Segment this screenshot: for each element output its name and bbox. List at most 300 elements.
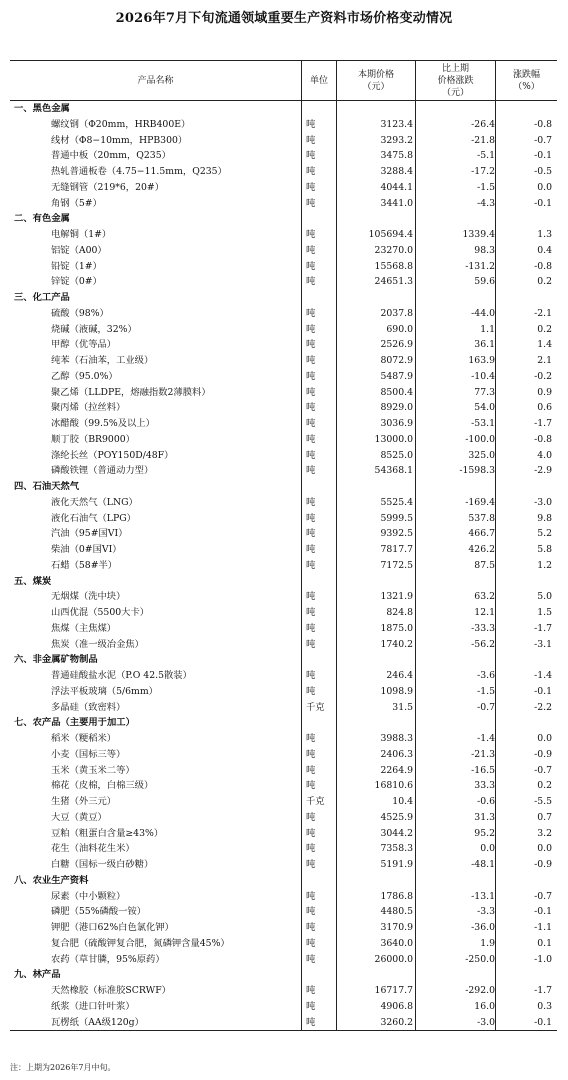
table-row [10, 133, 557, 149]
pct-cell: 0.0 [537, 733, 552, 744]
pct-cell: -0.7 [534, 890, 552, 902]
unit-cell: 吨 [306, 1016, 316, 1028]
product-name: 普通硅酸盐水泥（P.O 42.5散装） [51, 670, 192, 681]
category-name: 九、林产品 [14, 969, 61, 981]
unit-cell: 吨 [306, 528, 316, 540]
pct-cell: -2.2 [534, 701, 552, 713]
unit-cell: 吨 [306, 181, 316, 193]
change-cell: 95.2 [474, 827, 495, 839]
change-cell: 59.6 [474, 276, 495, 288]
change-cell: -0.7 [477, 701, 495, 713]
category-name: 六、非金属矿物制品 [14, 654, 98, 666]
header-pct: 涨跌幅 （%） [512, 69, 540, 92]
product-name: 瓦楞纸（AA级120g） [51, 1016, 144, 1028]
product-name: 无烟煤（洗中块） [51, 591, 126, 603]
table-row [10, 196, 557, 212]
change-cell: 0.0 [480, 843, 495, 855]
price-table [10, 60, 557, 1031]
unit-cell: 吨 [306, 512, 316, 524]
price-cell: 1321.9 [380, 591, 413, 603]
unit-cell: 吨 [306, 843, 316, 855]
category-row [10, 715, 557, 731]
pct-cell: -0.1 [534, 1016, 552, 1028]
unit-cell: 吨 [306, 591, 316, 603]
product-name: 汽油（95#国VI） [51, 528, 128, 540]
table-row [10, 558, 557, 574]
change-cell: -131.2 [465, 260, 495, 272]
unit-cell: 吨 [306, 150, 316, 162]
change-cell: 16.0 [474, 1000, 495, 1012]
category-name: 七、农产品（主要用于加工） [14, 717, 135, 729]
product-name: 普通中板（20mm，Q235） [51, 150, 171, 162]
price-cell: 8500.4 [380, 386, 413, 398]
unit-cell: 吨 [306, 685, 316, 697]
page-title: 2026年7月下旬流通领域重要生产资料市场价格变动情况 [115, 11, 453, 26]
table-row [10, 621, 557, 637]
price-cell: 3288.4 [380, 166, 413, 177]
product-name: 纸浆（进口针叶浆） [51, 1000, 135, 1012]
change-cell: 1.9 [480, 937, 495, 949]
product-name: 烧碱（液碱，32%） [51, 323, 137, 335]
category-row [10, 967, 557, 983]
unit-cell: 吨 [306, 449, 316, 461]
table-row [10, 684, 557, 700]
price-cell: 1786.8 [380, 890, 413, 902]
unit-cell: 吨 [306, 260, 316, 272]
product-name: 石蜡（58#半） [51, 559, 118, 571]
change-cell: 1339.4 [462, 229, 495, 240]
unit-cell: 吨 [306, 827, 316, 839]
unit-cell: 吨 [306, 166, 316, 177]
category-name: 四、石油天然气 [14, 481, 80, 492]
price-cell: 16810.6 [374, 780, 413, 792]
category-row [10, 101, 557, 117]
product-name: 铝锭（A00） [51, 244, 107, 256]
price-cell: 9392.5 [380, 528, 413, 540]
price-cell: 3123.4 [380, 118, 413, 130]
price-cell: 2037.8 [380, 307, 413, 319]
product-name: 豆粕（粗蛋白含量≥43%） [51, 827, 164, 839]
change-cell: -33.3 [471, 622, 495, 634]
table-row [10, 810, 557, 826]
change-cell: -3.3 [477, 906, 495, 918]
unit-cell: 吨 [306, 638, 316, 650]
change-cell: -13.1 [471, 890, 495, 902]
product-name: 稻米（粳稻米） [51, 733, 117, 744]
footnote: 注：上期为2026年7月中旬。 [10, 1063, 116, 1072]
unit-cell: 吨 [306, 339, 316, 351]
pct-cell: 5.2 [537, 528, 552, 540]
product-name: 钾肥（港口62%白色氯化钾） [51, 922, 174, 933]
unit-cell: 吨 [306, 559, 316, 571]
unit-cell: 吨 [306, 622, 316, 634]
change-cell: -44.0 [471, 307, 495, 319]
price-cell: 13000.0 [374, 433, 413, 445]
table-row [10, 353, 557, 369]
change-cell: 63.2 [474, 591, 495, 603]
change-cell: 98.3 [474, 244, 495, 256]
header-price: 本期价格 （元） [357, 69, 394, 92]
change-cell: 54.0 [474, 402, 495, 414]
table-row [10, 794, 557, 810]
change-cell: 31.3 [474, 811, 495, 823]
product-name: 螺纹钢（Φ20mm，HRB400E） [51, 118, 191, 130]
table-row [10, 841, 557, 857]
product-name: 多晶硅（致密料） [51, 701, 126, 713]
table-header [10, 61, 557, 101]
price-cell: 10.4 [392, 796, 413, 807]
table-row [10, 920, 557, 936]
price-cell: 3170.9 [380, 922, 413, 933]
product-name: 冰醋酸（99.5%及以上） [51, 418, 155, 429]
product-name: 聚乙烯（LLDPE，熔融指数2薄膜料） [51, 386, 211, 398]
pct-cell: -0.1 [534, 150, 552, 162]
header-unit: 单位 [309, 75, 328, 86]
table-row [10, 416, 557, 432]
pct-cell: -1.7 [534, 622, 552, 634]
pct-cell: 3.2 [537, 827, 552, 839]
pct-cell: -2.1 [534, 307, 552, 319]
price-cell: 3260.2 [380, 1016, 413, 1028]
unit-cell: 吨 [306, 890, 316, 902]
unit-cell: 吨 [306, 323, 316, 335]
table-row [10, 148, 557, 164]
unit-cell: 吨 [306, 937, 316, 949]
category-name: 一、黑色金属 [14, 103, 70, 114]
unit-cell: 吨 [306, 906, 316, 918]
price-cell: 7358.3 [380, 843, 413, 855]
pct-cell: 0.2 [537, 323, 552, 335]
category-row [10, 873, 557, 889]
pct-cell: 0.0 [537, 843, 552, 855]
pct-cell: -0.1 [534, 906, 552, 918]
category-row [10, 574, 557, 590]
price-cell: 246.4 [386, 670, 413, 681]
product-name: 锌锭（0#） [51, 276, 102, 288]
product-name: 尿素（中小颗粒） [51, 890, 126, 902]
pct-cell: -0.9 [534, 859, 552, 870]
table-row [10, 369, 557, 385]
product-name: 柴油（0#国VI） [51, 544, 122, 555]
category-row [10, 479, 557, 495]
category-row [10, 211, 557, 227]
pct-cell: 2.1 [537, 355, 552, 366]
price-cell: 3293.2 [380, 134, 413, 146]
change-cell: -56.2 [471, 638, 495, 650]
pct-cell: 0.1 [537, 937, 552, 949]
unit-cell: 吨 [306, 229, 316, 240]
pct-cell: -1.1 [534, 922, 552, 933]
product-name: 硫酸（98%） [51, 307, 109, 319]
price-cell: 690.0 [386, 323, 413, 335]
price-cell: 1098.9 [380, 685, 413, 697]
pct-cell: -5.5 [534, 796, 552, 807]
pct-cell: -0.5 [534, 166, 552, 177]
price-cell: 8525.0 [380, 449, 413, 461]
table-body [10, 101, 557, 1030]
product-name: 液化天然气（LNG） [51, 496, 138, 508]
pct-cell: -1.7 [534, 418, 552, 429]
price-cell: 4525.9 [380, 811, 413, 823]
product-name: 电解铜（1#） [51, 229, 112, 240]
pct-cell: 0.2 [537, 780, 552, 792]
category-row [10, 652, 557, 668]
price-cell: 7172.5 [380, 559, 413, 571]
change-cell: -5.1 [477, 150, 495, 162]
pct-cell: -0.9 [534, 748, 552, 760]
product-name: 花生（油料花生米） [51, 843, 135, 855]
table-row [10, 227, 557, 243]
table-row [10, 983, 557, 999]
unit-cell: 吨 [306, 1000, 316, 1012]
table-row [10, 1015, 557, 1031]
change-cell: -1.5 [477, 685, 495, 697]
price-cell: 3441.0 [380, 197, 413, 209]
change-cell: 163.9 [468, 355, 495, 366]
change-cell: -1598.3 [459, 465, 495, 477]
category-name: 五、煤炭 [14, 575, 52, 587]
product-name: 白糖（国标一级白砂糖） [51, 859, 154, 870]
change-cell: -48.1 [471, 859, 495, 870]
table-row [10, 243, 557, 259]
product-name: 顺丁胶（BR9000） [51, 433, 135, 445]
pct-cell: 0.6 [537, 402, 552, 414]
pct-cell: -0.7 [534, 764, 552, 776]
table-row [10, 400, 557, 416]
price-cell: 2526.9 [380, 339, 413, 351]
table-row [10, 385, 557, 401]
price-cell: 3036.9 [380, 418, 413, 429]
table-row [10, 668, 557, 684]
product-name: 小麦（国标三等） [51, 748, 126, 760]
table-row [10, 778, 557, 794]
change-cell: -26.4 [471, 118, 495, 130]
pct-cell: 0.9 [537, 386, 552, 398]
product-name: 大豆（黄豆） [51, 811, 107, 823]
table-row [10, 463, 557, 479]
unit-cell: 吨 [306, 244, 316, 256]
table-row [10, 605, 557, 621]
header-change: 比上期 价格涨跌 （元） [437, 63, 474, 98]
table-row [10, 337, 557, 353]
product-name: 液化石油气（LPG） [51, 512, 136, 524]
product-name: 玉米（黄玉米二等） [51, 764, 135, 776]
change-cell: 426.2 [468, 544, 495, 555]
unit-cell: 吨 [306, 307, 316, 319]
unit-cell: 吨 [306, 386, 316, 398]
price-cell: 2264.9 [380, 764, 413, 776]
product-name: 无缝钢管（219*6，20#） [51, 181, 165, 193]
product-name: 天然橡胶（标准胶SCRWF） [51, 985, 171, 996]
unit-cell: 吨 [306, 607, 316, 618]
product-name: 乙醇（95.0%） [51, 370, 118, 382]
price-cell: 824.8 [386, 607, 413, 618]
change-cell: 77.3 [474, 386, 495, 398]
change-cell: -0.6 [477, 796, 495, 807]
product-name: 生猪（外三元） [51, 796, 117, 807]
unit-cell: 吨 [306, 733, 316, 744]
pct-cell: -2.9 [534, 465, 552, 477]
change-cell: -3.6 [477, 670, 495, 681]
change-cell: -169.4 [465, 496, 495, 508]
price-cell: 2406.3 [380, 748, 413, 760]
pct-cell: -0.1 [534, 197, 552, 209]
table-row [10, 747, 557, 763]
price-cell: 1740.2 [380, 638, 413, 650]
product-name: 纯苯（石油苯，工业级） [51, 355, 154, 366]
product-name: 焦煤（主焦煤） [51, 622, 117, 634]
table-row [10, 164, 557, 180]
pct-cell: -0.7 [534, 134, 552, 146]
change-cell: -53.1 [471, 418, 495, 429]
price-cell: 8929.0 [380, 402, 413, 414]
price-cell: 8072.9 [380, 355, 413, 366]
unit-cell: 吨 [306, 748, 316, 760]
table-row [10, 700, 557, 716]
price-cell: 15568.8 [374, 260, 413, 272]
pct-cell: -3.1 [534, 638, 552, 650]
pct-cell: -1.0 [534, 953, 552, 965]
price-cell: 54368.1 [374, 465, 413, 477]
price-cell: 5487.9 [380, 370, 413, 382]
unit-cell: 吨 [306, 118, 316, 130]
change-cell: 325.0 [468, 449, 495, 461]
product-name: 甲醇（优等品） [51, 339, 117, 351]
change-cell: -4.3 [477, 197, 495, 209]
product-name: 复合肥（硫酸钾复合肥，氮磷钾含量45%） [51, 937, 230, 949]
change-cell: 1.1 [480, 323, 495, 335]
price-cell: 4480.5 [380, 906, 413, 918]
table-row [10, 904, 557, 920]
product-name: 聚丙烯（拉丝料） [51, 402, 126, 414]
pct-cell: 0.3 [537, 1000, 552, 1012]
pct-cell: 1.3 [537, 229, 552, 240]
pct-cell: -0.8 [534, 433, 552, 445]
pct-cell: 0.2 [537, 276, 552, 288]
table-row [10, 999, 557, 1015]
table-row [10, 731, 557, 747]
price-cell: 3640.0 [380, 937, 413, 949]
pct-cell: 0.4 [537, 244, 552, 256]
unit-cell: 吨 [306, 402, 316, 414]
unit-cell: 吨 [306, 670, 316, 681]
unit-cell: 千克 [306, 701, 325, 713]
change-cell: -36.0 [471, 922, 495, 933]
price-cell: 4044.1 [380, 181, 413, 193]
unit-cell: 吨 [306, 197, 316, 209]
pct-cell: -0.1 [534, 685, 552, 697]
table-row [10, 306, 557, 322]
unit-cell: 吨 [306, 496, 316, 508]
change-cell: 33.3 [474, 780, 495, 792]
pct-cell: 5.0 [537, 591, 552, 603]
unit-cell: 吨 [306, 134, 316, 146]
change-cell: 36.1 [474, 339, 495, 351]
price-cell: 23270.0 [374, 244, 413, 256]
product-name: 涤纶长丝（POY150D/48F） [51, 449, 174, 461]
price-cell: 105694.4 [368, 229, 413, 240]
change-cell: 537.8 [468, 512, 495, 524]
change-cell: -1.5 [477, 181, 495, 193]
product-name: 焦炭（准一级冶金焦） [51, 638, 144, 650]
product-name: 线材（Φ8−10mm，HPB300） [51, 134, 188, 146]
table-row [10, 495, 557, 511]
pct-cell: -0.2 [534, 370, 552, 382]
table-row [10, 763, 557, 779]
change-cell: 87.5 [474, 559, 495, 571]
price-cell: 3044.2 [380, 827, 413, 839]
header-product-name: 产品名称 [137, 75, 174, 86]
unit-cell: 吨 [306, 859, 316, 870]
category-row [10, 290, 557, 306]
category-name: 二、有色金属 [14, 213, 70, 225]
product-name: 热轧普通板卷（4.75−11.5mm，Q235） [51, 166, 227, 177]
change-cell: -250.0 [465, 953, 495, 965]
pct-cell: 1.4 [537, 339, 552, 351]
unit-cell: 吨 [306, 433, 316, 445]
change-cell: -17.2 [471, 166, 495, 177]
pct-cell: 0.7 [537, 811, 552, 823]
table-row [10, 542, 557, 558]
table-row [10, 826, 557, 842]
product-name: 浮法平板玻璃（5/6mm） [51, 685, 158, 697]
unit-cell: 吨 [306, 922, 316, 933]
table-row [10, 936, 557, 952]
unit-cell: 吨 [306, 764, 316, 776]
unit-cell: 吨 [306, 780, 316, 792]
price-cell: 5191.9 [380, 859, 413, 870]
pct-cell: 1.5 [537, 607, 552, 618]
pct-cell: -0.8 [534, 260, 552, 272]
change-cell: 12.1 [474, 607, 495, 618]
unit-cell: 吨 [306, 953, 316, 965]
pct-cell: 1.2 [537, 559, 552, 571]
product-name: 农药（草甘膦，95%原药） [51, 953, 165, 965]
table-row [10, 448, 557, 464]
change-cell: -100.0 [465, 433, 495, 445]
change-cell: -10.4 [471, 370, 495, 382]
price-cell: 26000.0 [374, 953, 413, 965]
price-cell: 3475.8 [380, 150, 413, 162]
product-name: 磷肥（55%磷酸一铵） [51, 906, 147, 918]
table-row [10, 117, 557, 133]
table-row [10, 180, 557, 196]
unit-cell: 吨 [306, 418, 316, 429]
product-name: 棉花（皮棉，白棉三级） [51, 780, 154, 792]
category-name: 八、农业生产资料 [14, 874, 89, 886]
pct-cell: -3.0 [534, 496, 552, 508]
pct-cell: 5.8 [537, 544, 552, 555]
price-cell: 4906.8 [380, 1000, 413, 1012]
unit-cell: 吨 [306, 985, 316, 996]
unit-cell: 吨 [306, 544, 316, 555]
change-cell: -3.0 [477, 1016, 495, 1028]
unit-cell: 吨 [306, 811, 316, 823]
pct-cell: -0.8 [534, 118, 552, 130]
pct-cell: 0.0 [537, 181, 552, 193]
table-row [10, 511, 557, 527]
pct-cell: -1.4 [534, 670, 552, 681]
table-row [10, 274, 557, 290]
price-cell: 31.5 [392, 701, 413, 713]
price-cell: 5525.4 [380, 496, 413, 508]
table-row [10, 322, 557, 338]
table-row [10, 259, 557, 275]
product-name: 铅锭（1#） [51, 260, 102, 272]
pct-cell: 4.0 [537, 449, 552, 461]
change-cell: 466.7 [468, 528, 495, 540]
product-name: 山西优混（5500大卡） [51, 607, 150, 618]
